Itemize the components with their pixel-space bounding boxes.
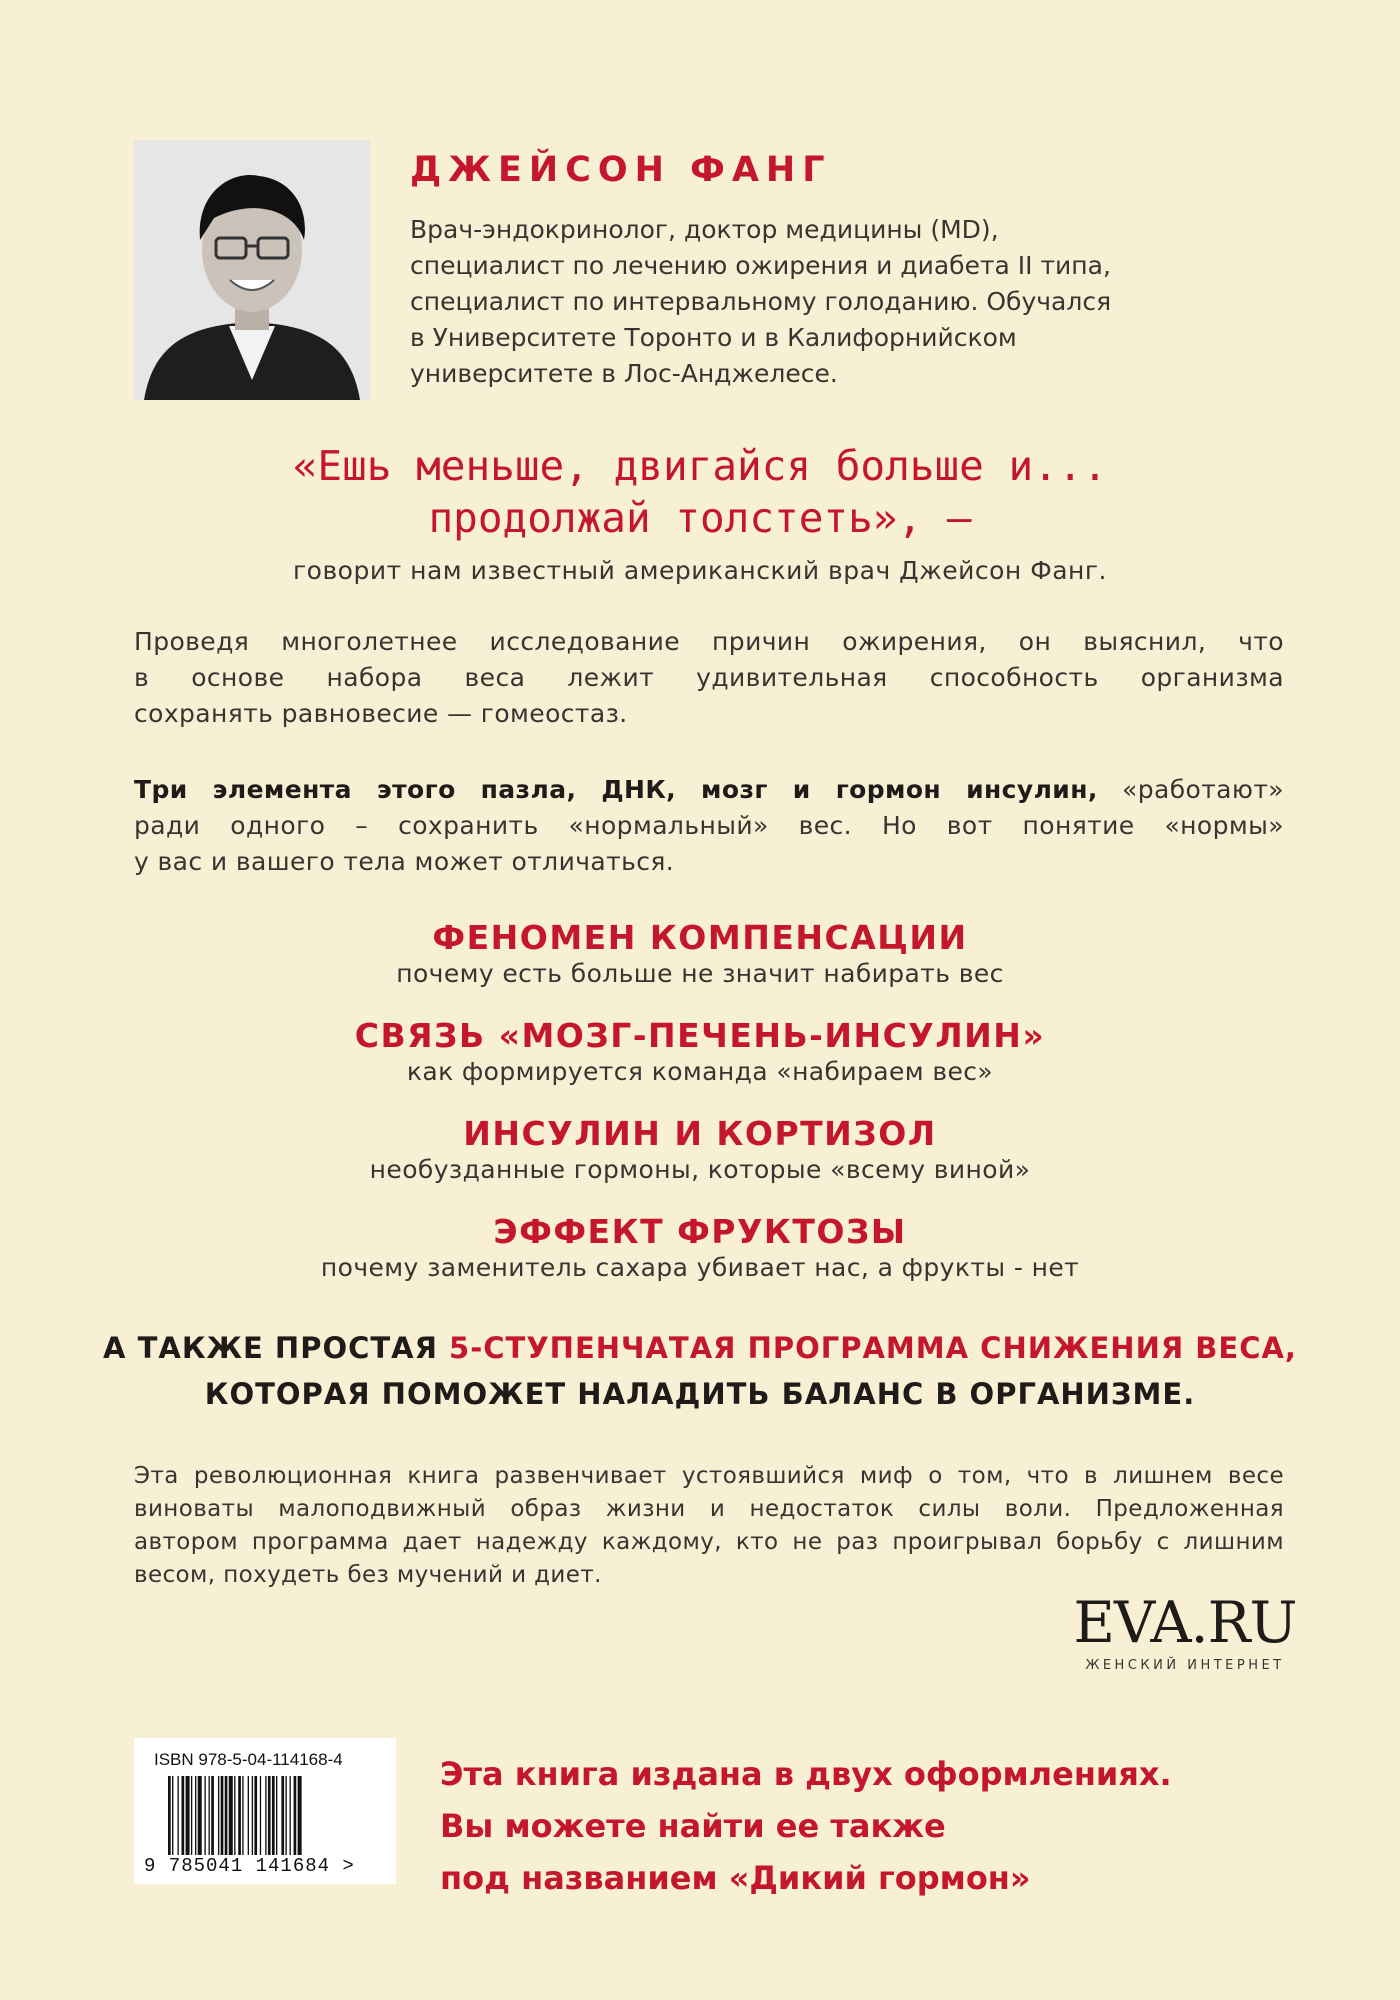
paragraph-line: Эта революционная книга развенчивает устоявшийся миф о том, что в лишнем весе [134,1463,1284,1489]
feature-title: ИНСУЛИН И КОРТИЗОЛ [463,1114,937,1153]
paragraph-line [134,772,1284,808]
barcode-bar [276,1776,277,1858]
logo-name: EVA.RU [1073,1590,1297,1656]
barcode-bar [272,1776,275,1858]
bold-lead: Три элемента этого пазла, ДНК, мозг и гормон инсулин, [134,775,1098,804]
barcode-bar [195,1776,196,1858]
barcode-bar [252,1776,253,1858]
barcode-bar [260,1776,261,1858]
author-photo [134,140,370,400]
barcode-bars-icon [168,1776,368,1858]
main-quote [0,440,1400,544]
isbn-number: ISBN 978-5-04-114168-4 [154,1750,343,1769]
paragraph-line: автором программа дает надежду каждому, кто не раз проигрывал борьбу с лишним [134,1529,1284,1555]
barcode-bar [198,1776,202,1858]
quote-line-1: «Ешь меньше, двигайся больше и... [292,442,1108,490]
paragraph-line: сохранять равновесие — гомеостаз. [134,699,628,728]
feature-block [0,1114,1400,1186]
barcode-bar [191,1776,192,1858]
paragraph-line: виноваты малоподвижный образ жизни и недостаток силы воли. Предложенная [134,1496,1284,1522]
barcode-bar [209,1776,210,1858]
program-prefix: А ТАКЖЕ ПРОСТАЯ [103,1331,450,1365]
intro-paragraph [134,624,1284,732]
barcode-bar [294,1776,297,1858]
elements-paragraph [134,772,1284,880]
barcode-bar [221,1776,224,1858]
eva-ru-logo [1065,1592,1305,1673]
barcode-bar [172,1776,173,1858]
program-line-2: КОТОРАЯ ПОМОЖЕТ НАЛАДИТЬ БАЛАНС В ОРГАНИЗМЕ. [204,1377,1196,1411]
barcode-bar [177,1776,178,1858]
barcode-bar [268,1776,271,1858]
program-highlight: 5-СТУПЕНЧАТАЯ ПРОГРАММА СНИЖЕНИЯ ВЕСА, [449,1331,1297,1365]
barcode-bar [168,1776,171,1858]
edition-note-line: Вы можете найти ее также [440,1807,946,1845]
barcode-bar [265,1776,266,1858]
barcode-bar [182,1776,185,1858]
barcode-bar [238,1776,241,1858]
paragraph-line: ради одного – сохранить «нормальный» вес. Но вот понятие «нормы» [134,811,1284,840]
program-line-1 [0,1325,1400,1371]
barcode-bar [248,1776,249,1858]
barcode-bar [211,1776,214,1858]
barcode-bar [298,1776,302,1858]
paragraph-text: «работают» [1097,775,1284,804]
logo-tagline: ЖЕНСКИЙ ИНТЕРНЕТ [1085,1658,1285,1673]
barcode-bar [285,1776,286,1858]
barcode-bar [234,1776,235,1858]
isbn-barcode [134,1738,396,1884]
barcode-bar [254,1776,257,1858]
quote-attribution: говорит нам известный американский врач Джейсон Фанг. [293,556,1107,585]
barcode-bar [290,1776,291,1858]
author-bio-line: университете в Лос-Анджелесе. [410,359,838,388]
summary-paragraph [134,1460,1284,1592]
barcode-bar [281,1776,284,1858]
barcode-bar [225,1776,228,1858]
paragraph-line: весом, похудеть без мучений и диет. [134,1562,602,1588]
edition-note-line: Эта книга издана в двух оформлениях. [440,1755,1172,1793]
quote-line-2: продолжай толстеть», — [428,494,972,542]
author-bio-line: специалист по лечению ожирения и диабета II типа, [410,251,1111,280]
barcode-digits: 9 785041 141684 > [144,1855,394,1877]
barcode-bar [186,1776,190,1858]
author-bio-line: Врач-эндокринолог, доктор медицины (MD), [410,215,999,244]
author-name: ДЖЕЙСОН ФАНГ [410,150,832,190]
barcode-bar [242,1776,243,1858]
program-callout [0,1325,1400,1417]
feature-block [0,1016,1400,1088]
feature-subtitle: необузданные гормоны, которые «всему виной» [369,1155,1031,1184]
feature-subtitle: как формируется команда «набираем вес» [406,1057,994,1086]
feature-subtitle: почему заменитель сахара убивает нас, а фрукты - нет [320,1253,1080,1282]
feature-title: СВЯЗЬ «МОЗГ-ПЕЧЕНЬ-ИНСУЛИН» [354,1016,1046,1055]
paragraph-line: в основе набора веса лежит удивительная способность организма [134,663,1284,692]
barcode-bar [204,1776,205,1858]
paragraph-line: у вас и вашего тела может отличаться. [134,847,675,876]
feature-block [0,1212,1400,1284]
edition-note [440,1748,1340,1904]
barcode-bar [229,1776,233,1858]
feature-block [0,918,1400,990]
feature-title: ФЕНОМЕН КОМПЕНСАЦИИ [432,918,968,957]
author-bio [410,212,1290,392]
author-bio-line: в Университете Торонто и в Калифорнийском [410,323,1017,352]
feature-title: ЭФФЕКТ ФРУКТОЗЫ [493,1212,907,1251]
author-portrait-icon [134,140,370,400]
author-bio-line: специалист по интервальному голоданию. Обучался [410,287,1112,316]
feature-subtitle: почему есть больше не значит набирать вес [396,959,1004,988]
paragraph-line: Проведя многолетнее исследование причин ожирения, он выяснил, что [134,627,1284,656]
barcode-bar [218,1776,219,1858]
edition-note-line: под названием «Дикий гормон» [440,1859,1031,1897]
